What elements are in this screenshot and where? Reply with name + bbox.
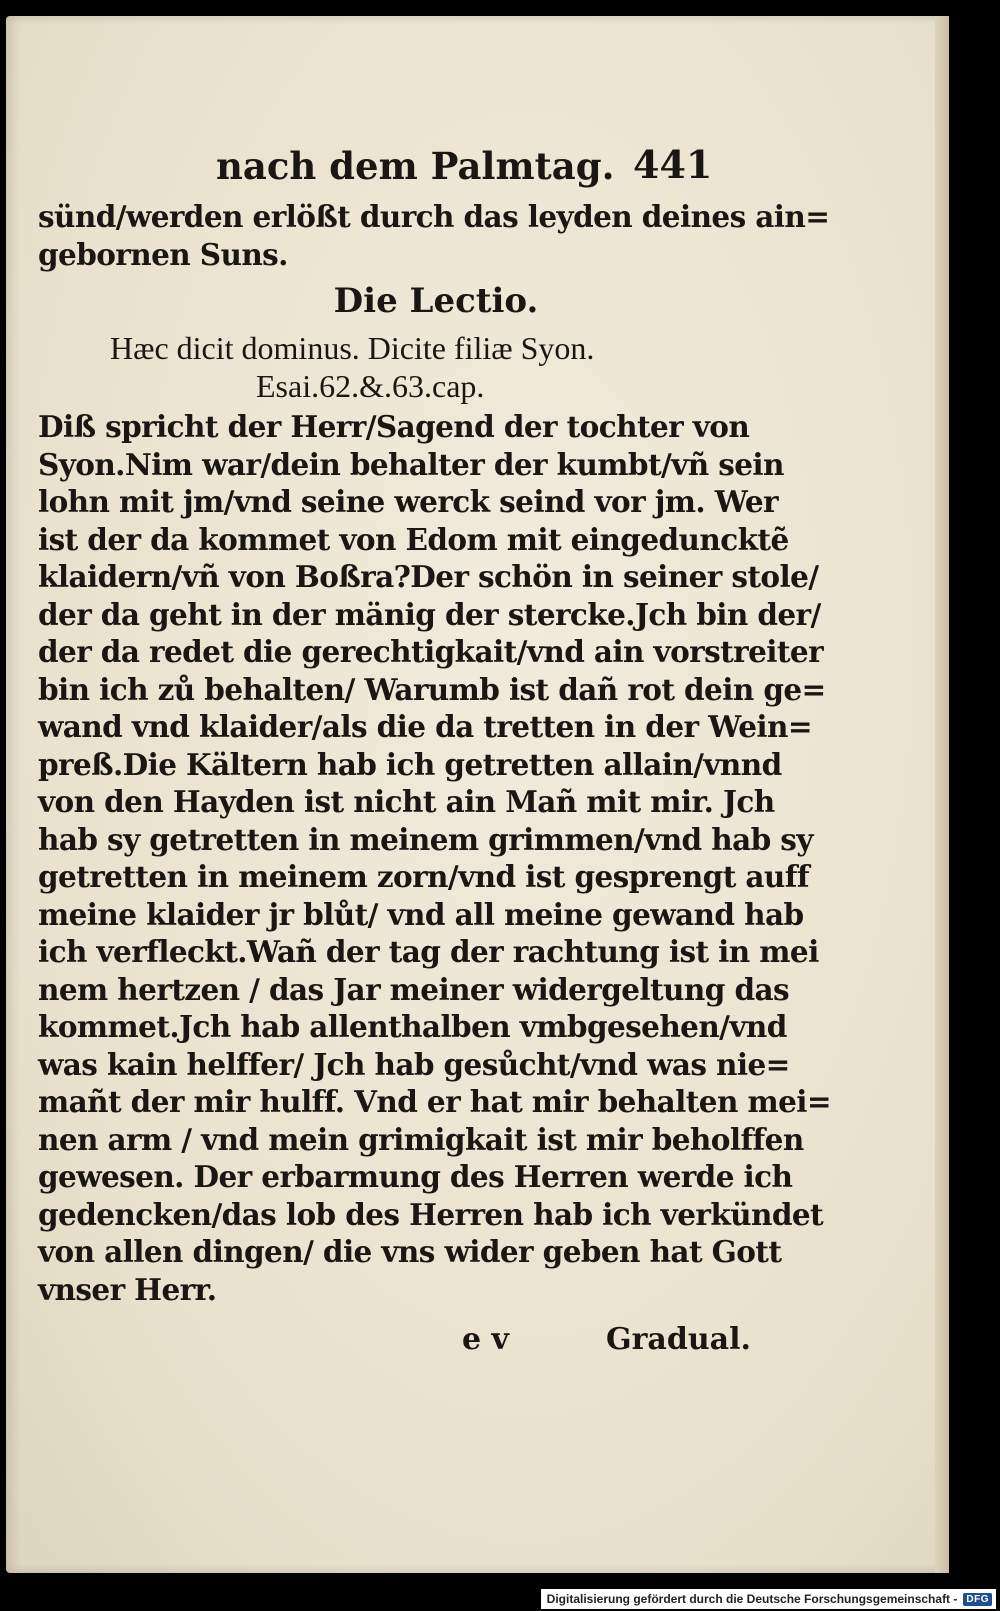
text-line: der da geht in der mänig der stercke.Jch bin der/ xyxy=(38,596,821,632)
text-line: nen arm / vnd mein grimigkait ist mir beholffen xyxy=(38,1121,804,1157)
folio-number: 441 xyxy=(633,142,713,187)
text-line: klaidern/vñ von Boßra?Der schön in seiner stole/ xyxy=(38,559,819,594)
text-line: Diß spricht der Herr/Sagend der tochter von xyxy=(38,409,750,444)
running-head-title: nach dem Palmtag. xyxy=(216,144,615,188)
text-line: hab sy getretten in meinem grimmen/vnd hab sy xyxy=(38,821,813,857)
catchword: Gradual. xyxy=(606,1322,751,1357)
text-line: ist der da kommet von Edom mit eingeduncktẽ xyxy=(38,521,789,557)
text-line: von allen dingen/ die vns wider geben hat Gott xyxy=(38,1234,782,1269)
scripture-reference: Esai.62.&.63.cap. xyxy=(256,368,485,404)
running-head xyxy=(38,136,774,198)
text-line: getretten in meinem zorn/vnd ist gesprengt auff xyxy=(38,859,809,894)
page-edge xyxy=(935,16,949,1573)
text-line: gedencken/das lob des Herren hab ich verkündet xyxy=(38,1196,824,1232)
text-line: mañt der mir hulff. Vnd er hat mir behalten mei= xyxy=(38,1084,831,1119)
text-line: preß.Die Kältern hab ich getretten allain/vnnd xyxy=(38,746,782,782)
lection-body xyxy=(38,408,831,1308)
digitization-credit xyxy=(541,1589,996,1609)
text-line: ich verfleckt.Wañ der tag der rachtung ist in mei xyxy=(38,934,819,969)
text-line: lohn mit jm/vnd seine werck seind vor jm. Wer xyxy=(38,484,778,519)
book-page xyxy=(6,16,949,1573)
signature-mark: e v xyxy=(462,1322,509,1357)
text-line: Syon.Nim war/dein behalter der kumbt/vñ sein xyxy=(38,446,784,482)
text-line: von den Hayden ist nicht ain Mañ mit mir. Jch xyxy=(38,784,775,819)
text-line: sünd/werden erlößt durch das leyden deines ain= xyxy=(38,199,830,234)
text-line: wand vnd klaider/als die da tretten in der Wein= xyxy=(38,709,812,744)
text-line: was kain helffer/ Jch hab gesůcht/vnd was nie= xyxy=(38,1046,790,1082)
signature-row xyxy=(38,1316,774,1364)
text-line: gebornen Suns. xyxy=(38,236,288,272)
section-heading: Die Lectio. xyxy=(333,281,539,321)
text-line: gewesen. Der erbarmung des Herren werde ich xyxy=(38,1159,793,1194)
text-line: bin ich zů behalten/ Warumb ist dañ rot dein ge= xyxy=(38,671,826,707)
text-line: der da redet die gerechtigkait/vnd ain vorstreiter xyxy=(38,634,824,669)
dfg-logo-icon: DFG xyxy=(963,1593,992,1606)
text-line: vnser Herr. xyxy=(38,1271,217,1307)
text-line: meine klaider jr blůt/ vnd all meine gewand hab xyxy=(38,896,804,932)
text-block xyxy=(38,136,831,1364)
latin-incipit: Hæc dicit dominus. Dicite filiæ Syon. xyxy=(110,330,595,366)
text-line: kommet.Jch hab allenthalben vmbgesehen/vnd xyxy=(38,1009,787,1044)
credit-text: Digitalisierung gefördert durch die Deutsche Forschungsgemeinschaft - xyxy=(546,1592,958,1606)
text-line: nem hertzen / das Jar meiner widergeltung das xyxy=(38,971,790,1007)
